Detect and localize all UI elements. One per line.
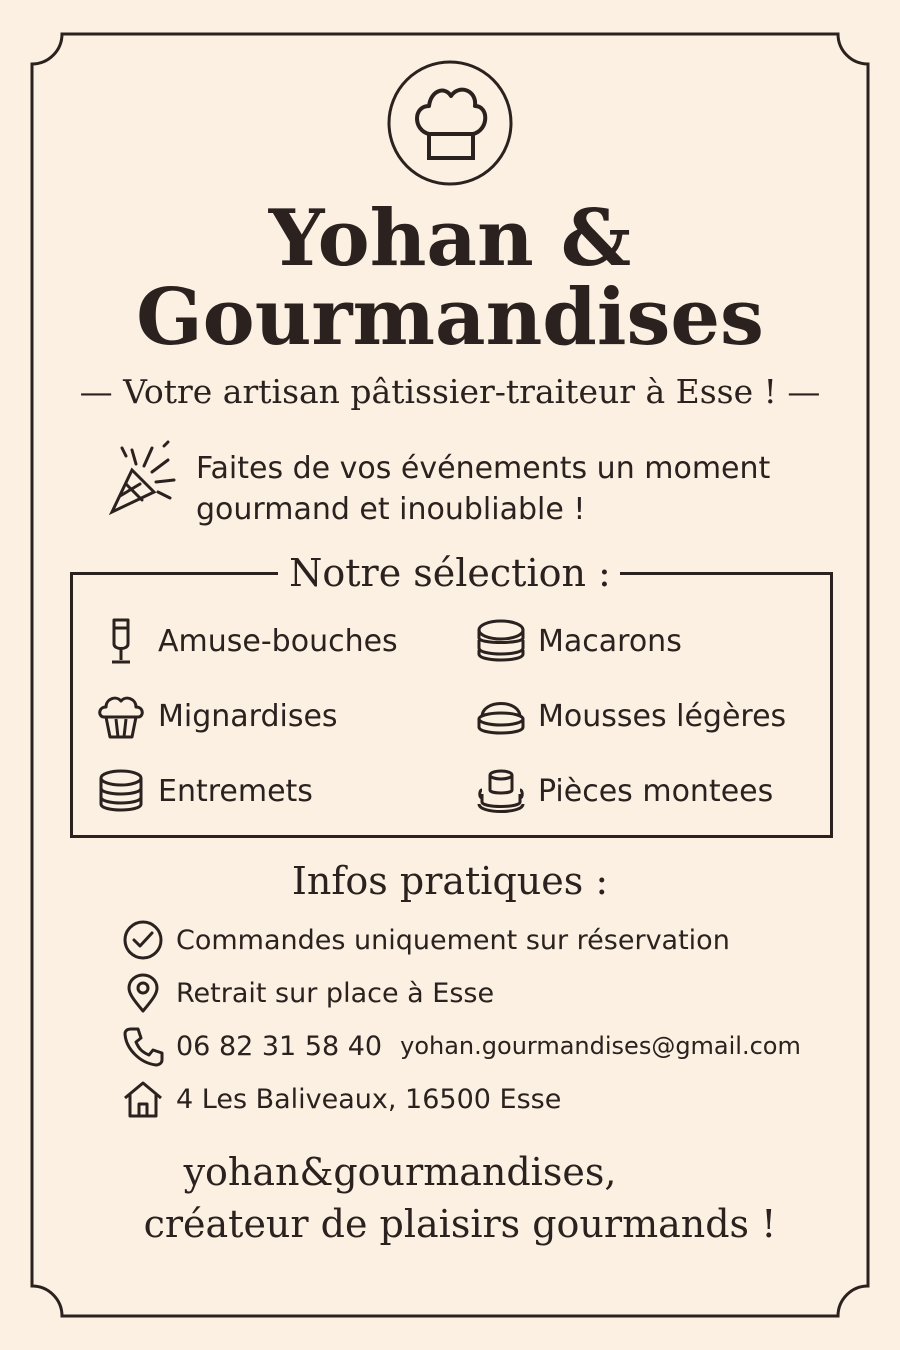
macaron-icon (476, 616, 526, 666)
selection-item-label: Pièces montees (538, 773, 774, 809)
selection-item-entremets (96, 766, 313, 816)
closing-line1: yohan&gourmandises, (183, 1150, 617, 1194)
location-pin-icon (122, 972, 164, 1014)
info-order (122, 918, 730, 962)
tiered-cake-icon (476, 766, 526, 816)
glass-icon (96, 616, 146, 666)
address-text: 4 Les Baliveaux, 16500 Esse (176, 1083, 562, 1115)
home-icon (122, 1078, 164, 1120)
selection-item-mignardises (96, 691, 338, 741)
brand-title-line1: Yohan & (268, 193, 632, 284)
check-circle-icon (122, 919, 164, 961)
selection-item-label: Amuse-bouches (158, 623, 398, 659)
email-address[interactable]: yohan.gourmandises@gmail.com (400, 1032, 801, 1060)
cupcake-icon (96, 691, 146, 741)
selection-title: Notre sélection : (289, 551, 611, 595)
phone-number[interactable]: 06 82 31 58 40 (176, 1030, 383, 1062)
brand-title-line2: Gourmandises (136, 272, 764, 363)
info-pickup (122, 971, 494, 1015)
tagline: — Votre artisan pâtissier-traiteur à Esse ! — (79, 372, 821, 411)
selection-item-macarons (476, 616, 682, 666)
selection-item-label: Entremets (158, 773, 313, 809)
selection-item-pieces-montees (476, 766, 773, 816)
party-popper-icon (106, 440, 178, 516)
selection-divider-right (620, 572, 830, 575)
intro-text: Faites de vos événements un moment gourmand et inoubliable ! (196, 451, 771, 527)
info-contact (122, 1024, 801, 1068)
selection-divider-left (70, 572, 278, 575)
selection-item-mousses (476, 691, 786, 741)
selection-item-label: Macarons (538, 623, 682, 659)
cake-icon (96, 766, 146, 816)
chef-hat-logo-icon (387, 60, 513, 186)
selection-item-amuse-bouches (96, 616, 398, 666)
closing-line2: créateur de plaisirs gourmands ! (143, 1202, 777, 1246)
info-address (122, 1077, 561, 1121)
infos-title: Infos pratiques : (291, 859, 609, 903)
info-pickup-text: Retrait sur place à Esse (176, 977, 495, 1009)
info-order-text: Commandes uniquement sur réservation (176, 924, 730, 956)
phone-icon (122, 1025, 164, 1067)
selection-item-label: Mousses légères (538, 698, 787, 734)
selection-item-label: Mignardises (158, 698, 338, 734)
mousse-icon (476, 691, 526, 741)
